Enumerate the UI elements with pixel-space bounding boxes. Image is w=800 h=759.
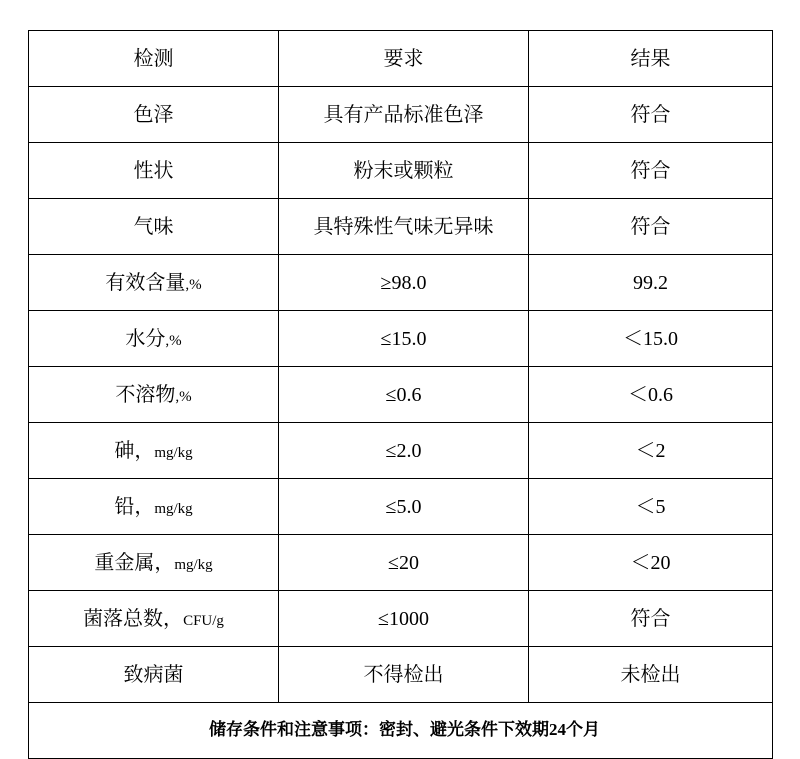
result-value: 99.2 [633,271,668,294]
cell-item [29,255,279,311]
column-header-result-label: 结果 [630,47,671,70]
result-value: 未检出 [620,663,681,686]
cell-requirement [279,311,529,367]
cell-item [29,87,279,143]
item-name: 水分 [125,327,166,350]
item-name: 砷， [114,439,155,462]
specification-table [28,30,773,759]
result-value: ＜0.6 [628,383,673,406]
table-header-row [29,31,773,87]
requirement-value: ≥98.0 [380,271,427,294]
table-row [29,199,773,255]
specification-table-wrapper [28,30,772,759]
requirement-value: ≤2.0 [385,439,422,462]
cell-requirement [279,255,529,311]
result-value: 符合 [630,159,671,182]
table-row [29,367,773,423]
requirement-value: 不得检出 [363,663,444,686]
table-row [29,647,773,703]
result-value: 符合 [630,215,671,238]
item-name: 致病菌 [123,663,184,686]
table-row [29,591,773,647]
column-header-item-label: 检测 [133,47,174,70]
cell-result [529,199,773,255]
table-row [29,311,773,367]
cell-requirement [279,647,529,703]
cell-item [29,199,279,255]
cell-result [529,143,773,199]
result-value: 符合 [630,607,671,630]
table-row [29,87,773,143]
table-row [29,535,773,591]
result-value: ＜2 [635,439,666,462]
cell-item [29,647,279,703]
cell-requirement [279,423,529,479]
cell-result [529,535,773,591]
requirement-value: ≤0.6 [385,383,422,406]
cell-result [529,255,773,311]
item-unit: mg/kg [174,556,213,573]
item-name: 气味 [133,215,174,238]
cell-item [29,479,279,535]
requirement-value: 具特殊性气味无异味 [313,215,494,238]
cell-result [529,591,773,647]
column-header-result [529,31,773,87]
table-row [29,255,773,311]
cell-result [529,87,773,143]
requirement-value: ≤1000 [378,607,429,630]
table-row [29,479,773,535]
requirement-value: 具有产品标准色泽 [323,103,484,126]
item-name: 菌落总数， [83,607,184,630]
cell-item [29,535,279,591]
item-unit: ,% [175,388,192,405]
cell-item [29,423,279,479]
table-row [29,423,773,479]
cell-requirement [279,199,529,255]
cell-requirement [279,143,529,199]
cell-requirement [279,479,529,535]
cell-requirement [279,367,529,423]
result-value: 符合 [630,103,671,126]
result-value: ＜5 [635,495,666,518]
requirement-value: ≤20 [388,551,419,574]
item-unit: CFU/g [183,612,224,629]
storage-note: 储存条件和注意事项：密封、避光条件下效期24个月 [209,720,600,740]
item-unit: ,% [165,332,182,349]
item-unit: ,% [185,276,202,293]
cell-note [29,703,773,759]
cell-item [29,143,279,199]
cell-item [29,367,279,423]
item-name: 不溶物 [115,383,176,406]
cell-requirement [279,535,529,591]
table-row [29,143,773,199]
item-name: 色泽 [133,103,174,126]
item-name: 重金属， [94,551,175,574]
item-unit: mg/kg [154,500,193,517]
item-unit: mg/kg [154,444,193,461]
item-name: 有效含量 [105,271,186,294]
cell-result [529,311,773,367]
cell-item [29,311,279,367]
cell-result [529,479,773,535]
column-header-item [29,31,279,87]
cell-result [529,367,773,423]
cell-result [529,423,773,479]
column-header-requirement-label: 要求 [383,47,424,70]
cell-requirement [279,87,529,143]
result-value: ＜20 [630,551,671,574]
requirement-value: ≤15.0 [380,327,427,350]
cell-result [529,647,773,703]
result-value: ＜15.0 [623,327,678,350]
item-name: 性状 [133,159,174,182]
cell-requirement [279,591,529,647]
cell-item [29,591,279,647]
requirement-value: 粉末或颗粒 [353,159,454,182]
column-header-requirement [279,31,529,87]
requirement-value: ≤5.0 [385,495,422,518]
item-name: 铅， [114,495,155,518]
table-note-row [29,703,773,759]
